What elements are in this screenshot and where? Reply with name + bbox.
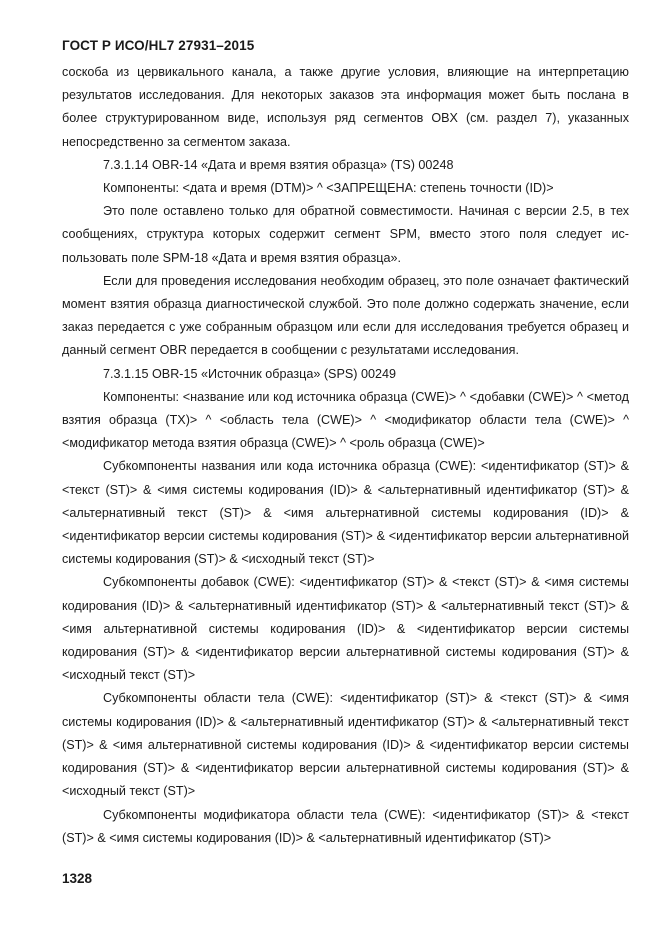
paragraph: Компоненты: <дата и время (DTM)> ^ <ЗАПРЕЩЕНА: степень точности (ID)> bbox=[103, 181, 554, 196]
paragraph: Субкомпоненты области тела (CWE): <идентификатор (ST)> & <текст (ST)> & <имя системы кодирования (ID)> & <альтернативный идентификатор (ST)> & <альтернативный текст (ST)> & <имя альтернативной системы кодирования (ID)> & <идентификатор версии системы кодирования (ST)> & <идентификатор версии альтернативной системы кодирования (ST)> & <исходный текст (ST)> bbox=[62, 691, 629, 799]
paragraph: Субкомпоненты названия или кода источника образца (CWE): <идентификатор (ST)> & <текст (ST)> & <имя системы кодирования (ID)> & <альтернативный идентификатор (ST)> & <альтернативный текст (ST)> & <имя альтернативной системы кодирования (ID)> & <идентификатор версии системы кодирования (ST)> & <идентификатор версии альтернативной системы кодирования (ST)> & <исходный текст (ST)> bbox=[62, 459, 629, 567]
body-text bbox=[62, 61, 629, 850]
page-number: 1328 bbox=[62, 871, 93, 886]
paragraph: Субкомпоненты модификатора области тела (CWE): <идентификатор (ST)> & <текст (ST)> & <имя системы кодирования (ID)> & <альтернативный идентификатор (ST)> bbox=[62, 807, 629, 845]
section-heading-obr-14: 7.3.1.14 OBR-14 «Дата и время взятия образца» (TS) 00248 bbox=[103, 157, 454, 172]
section-heading-obr-15: 7.3.1.15 OBR-15 «Источник образца» (SPS) 00249 bbox=[103, 366, 396, 381]
paragraph: Если для проведения исследования необходим образец, это поле означает фактический момент взятия образца диагностической службой. Это поле должно содержать значение, если заказ передается с уже собранным образцом или если для исследования требуется образец и данный сегмент OBR передается в сообщении с результатами исследования. bbox=[62, 273, 629, 358]
paragraph: Это поле оставлено только для обратной совместимости. Начиная с версии 2.5, в тех сообщениях, структура которых содержит сегмент SPM, вместо этого поля следует использовать поле SPM-18 «Дата и время взятия образца». bbox=[62, 204, 629, 265]
paragraph: соскоба из цервикального канала, а также другие условия, влияющие на интерпретацию результатов исследования. Для некоторых заказов эта информация может быть послана в более структурированном виде, используя ряд сегментов OBX (см. раздел 7), указанных непосредственно за сегментом заказа. bbox=[62, 65, 629, 149]
standard-header: ГОСТ Р ИСО/HL7 27931–2015 bbox=[62, 38, 255, 53]
paragraph: Компоненты: <название или код источника образца (CWE)> ^ <добавки (CWE)> ^ <метод взятия образца (TX)> ^ <область тела (CWE)> ^ <модификатор области тела (CWE)> ^ <модификатор метода взятия образца (CWE)> ^ <роль образца (CWE)> bbox=[62, 389, 629, 451]
paragraph: Субкомпоненты добавок (CWE): <идентификатор (ST)> & <текст (ST)> & <имя системы кодирования (ID)> & <альтернативный идентификатор (ST)> & <альтернативный текст (ST)> & <имя альтернативной системы кодирования (ID)> & <идентификатор версии системы кодирования (ST)> & <идентификатор версии альтернативной системы кодирования (ST)> & <исходный текст (ST)> bbox=[62, 575, 629, 683]
